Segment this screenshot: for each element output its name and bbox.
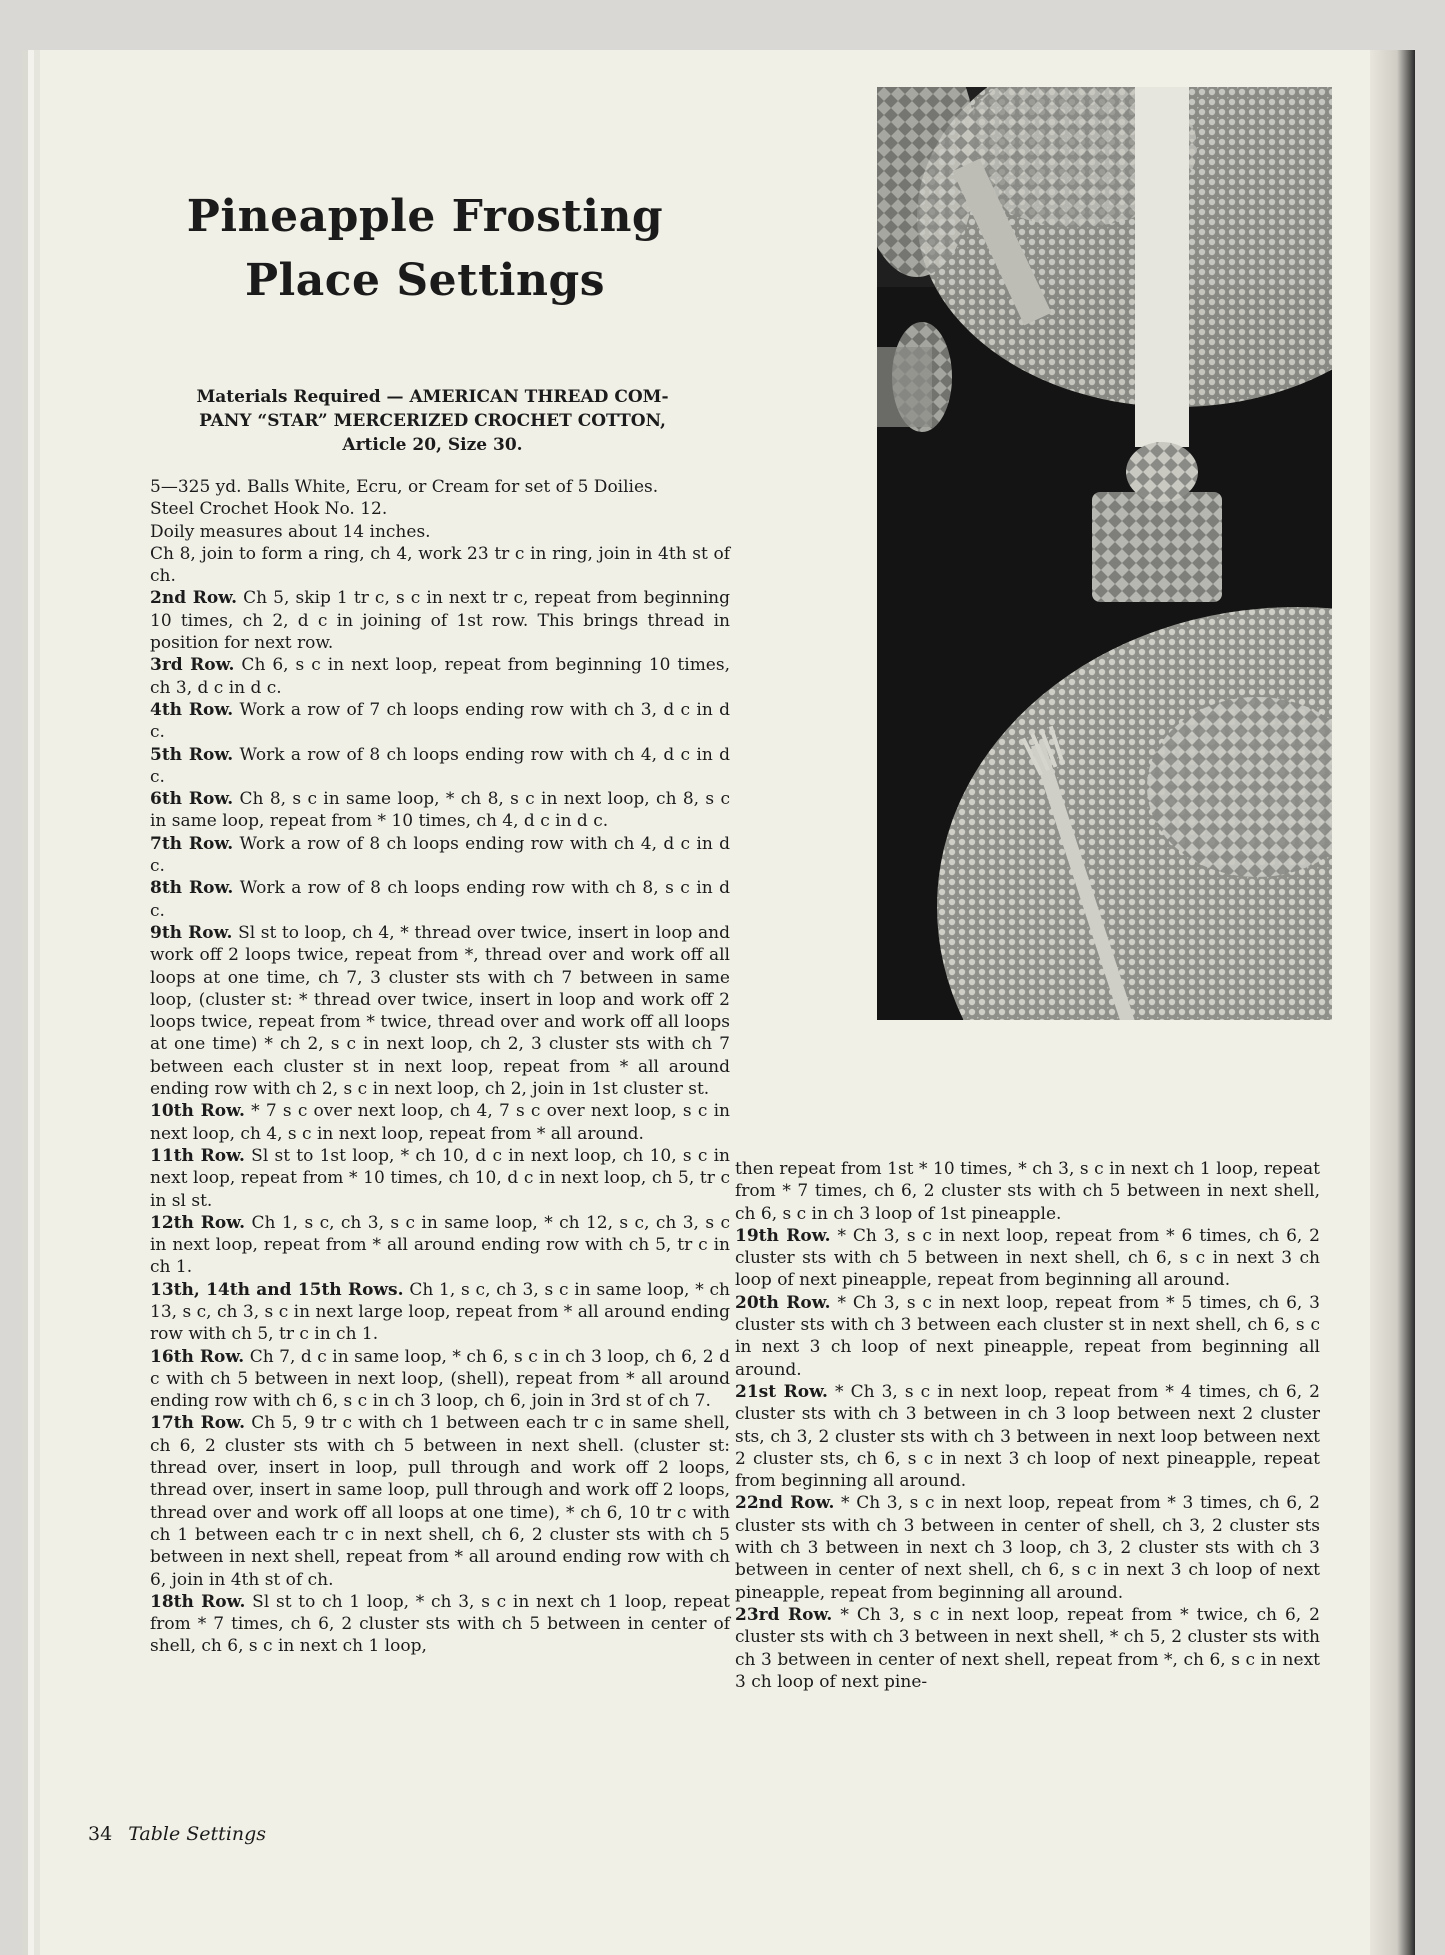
row-label: 3rd Row. xyxy=(150,655,235,676)
instruction-paragraph xyxy=(150,521,730,543)
instruction-paragraph xyxy=(735,1225,1320,1292)
instruction-text: Sl st to loop, ch 4, * thread over twice, insert in loop and work off 2 loops twice, repeat from *, thread over and work off all loops at one time, ch 7, 3 cluster sts with ch 7 between in same loop, (cluster st: * thread over twice, insert in loop and work off 2 loops twice, repeat from * twice, thread over and work off all loops at one time) * ch 2, s c in next loop, ch 2, 3 cluster sts with ch 7 between each cluster st in next loop, repeat from * all around ending row with ch 2, s c in next loop, ch 2, join in 1st cluster st. xyxy=(150,922,730,1100)
row-label: 21st Row. xyxy=(735,1381,828,1402)
instruction-paragraph xyxy=(150,922,730,1100)
row-label: 10th Row. xyxy=(150,1101,245,1122)
instruction-text: Doily measures about 14 inches. xyxy=(150,521,431,542)
instruction-paragraph xyxy=(735,1158,1320,1225)
instruction-paragraph xyxy=(150,476,730,498)
row-label: 23rd Row. xyxy=(735,1604,833,1625)
doily-photo-illustration xyxy=(877,87,1332,1020)
instruction-paragraph xyxy=(735,1292,1320,1381)
instruction-text: Work a row of 8 ch loops ending row with ch 4, d c in d c. xyxy=(150,744,730,787)
instruction-text: Work a row of 8 ch loops ending row with ch 8, s c in d c. xyxy=(150,878,730,921)
row-label: 18th Row. xyxy=(150,1591,246,1612)
instruction-text: * Ch 3, s c in next loop, repeat from * 3 times, ch 6, 2 cluster sts with ch 3 between in center of shell, ch 3, 2 cluster sts with ch 3 between in next ch 3 loop, ch 3, 2 cluster sts with ch 3 between in center of next shell, ch 6, s c in next 3 ch loop of next pineapple, repeat from beginning all around. xyxy=(735,1493,1320,1603)
row-label: 8th Row. xyxy=(150,878,234,899)
instruction-text: Ch 6, s c in next loop, repeat from beginning 10 times, ch 3, d c in d c. xyxy=(150,655,730,698)
instruction-paragraph xyxy=(150,1279,730,1346)
row-label: 22nd Row. xyxy=(735,1493,835,1514)
row-label: 19th Row. xyxy=(735,1225,831,1246)
title-line-1: Pineapple Frosting xyxy=(186,191,664,242)
page-title xyxy=(155,185,695,313)
row-label: 9th Row. xyxy=(150,922,233,943)
title-line-2: Place Settings xyxy=(244,255,606,306)
instruction-text: Ch 1, s c, ch 3, s c in same loop, * ch 13, s c, ch 3, s c in next large loop, repeat from * all around ending row with ch 5, tr c in ch 1. xyxy=(150,1279,730,1345)
instruction-text: * Ch 3, s c in next loop, repeat from * twice, ch 6, 2 cluster sts with ch 3 between in next shell, * ch 5, 2 cluster sts with ch 3 between in center of next shell, repeat from *, ch 6, s c in next 3 ch loop of next pine- xyxy=(735,1604,1320,1692)
instruction-paragraph xyxy=(150,877,730,922)
instruction-paragraph xyxy=(150,587,730,654)
row-label: 12th Row. xyxy=(150,1212,246,1233)
instruction-paragraph xyxy=(150,498,730,520)
instruction-paragraph xyxy=(735,1604,1320,1693)
instruction-paragraph xyxy=(150,1412,730,1590)
instruction-text: Ch 8, join to form a ring, ch 4, work 23 tr c in ring, join in 4th st of ch. xyxy=(150,543,730,587)
doily-photograph xyxy=(877,87,1332,1020)
instruction-paragraph xyxy=(150,1100,730,1145)
instruction-paragraph xyxy=(150,788,730,833)
row-label: 17th Row. xyxy=(150,1413,245,1434)
instruction-paragraph xyxy=(150,654,730,699)
page-gutter xyxy=(1370,50,1415,1955)
instruction-paragraph xyxy=(735,1381,1320,1492)
instruction-text: Work a row of 8 ch loops ending row with ch 4, d c in d c. xyxy=(150,833,730,877)
instruction-text: Ch 7, d c in same loop, * ch 6, s c in ch 3 loop, ch 6, 2 d c with ch 5 between in next loop, (shell), repeat from * all around ending row with ch 6, s c in ch 3 loop, ch 6, join in 3rd st of ch 7. xyxy=(150,1346,730,1412)
page-number: 34 xyxy=(88,1823,113,1845)
instruction-text: * Ch 3, s c in next loop, repeat from * 6 times, ch 6, 2 cluster sts with ch 5 between in next shell, ch 6, s c in next 3 ch loop of next pineapple, repeat from beginning all around. xyxy=(735,1225,1320,1291)
materials-line-2: PANY “STAR” MERCERIZED CROCHET COTTON, xyxy=(199,411,666,431)
instruction-text: Sl st to ch 1 loop, * ch 3, s c in next ch 1 loop, repeat from * 7 times, ch 6, 2 cluster sts with ch 5 between in center of shell, ch 6, s c in next ch 1 loop, xyxy=(150,1591,730,1657)
instruction-paragraph xyxy=(735,1492,1320,1603)
instruction-text: * Ch 3, s c in next loop, repeat from * 4 times, ch 6, 2 cluster sts with ch 3 between in ch 3 loop between next 2 cluster sts, ch 3, 2 cluster sts with ch 3 between in next loop between next 2 cluster sts, ch 6, s c in next 3 ch loop of next pineapple, repeat from beginning all around. xyxy=(735,1381,1320,1492)
row-label: 11th Row. xyxy=(150,1145,245,1166)
instruction-paragraph xyxy=(150,543,730,588)
instruction-text: Ch 5, 9 tr c with ch 1 between each tr c in same shell, ch 6, 2 cluster sts with ch 5 between in next shell. (cluster st: thread over, insert in loop, pull through and work off 2 loops, thread over, insert in same loop, pull through and work off 2 loops, thread over and work off all loops at one time), * ch 6, 10 tr c with ch 1 between each tr c in next shell, ch 6, 2 cluster sts with ch 5 between in next shell, repeat from * all around ending row with ch 6, join in 4th st of ch. xyxy=(150,1413,730,1590)
row-label: 20th Row. xyxy=(735,1292,831,1313)
instruction-paragraph xyxy=(150,1145,730,1212)
instruction-paragraph xyxy=(150,1346,730,1413)
materials-line-3: Article 20, Size 30. xyxy=(342,435,523,455)
instruction-paragraph xyxy=(150,744,730,789)
instruction-paragraph xyxy=(150,1591,730,1658)
instruction-paragraph xyxy=(150,699,730,744)
instruction-text: Work a row of 7 ch loops ending row with ch 3, d c in d c. xyxy=(150,699,730,743)
row-label: 6th Row. xyxy=(150,789,234,810)
instruction-paragraph xyxy=(150,1212,730,1279)
instruction-text: 5—325 yd. Balls White, Ecru, or Cream for set of 5 Doilies. xyxy=(150,477,659,497)
instruction-text: Ch 8, s c in same loop, * ch 8, s c in next loop, ch 8, s c in same loop, repeat from * 10 times, ch 4, d c in d c. xyxy=(150,789,730,832)
materials-heading xyxy=(150,385,715,457)
instructions-left-column xyxy=(150,476,730,1658)
instruction-text: Ch 5, skip 1 tr c, s c in next tr c, repeat from beginning 10 times, ch 2, d c in joining of 1st row. This brings thread in position for next row. xyxy=(150,588,730,654)
instruction-paragraph xyxy=(150,833,730,878)
row-label: 13th, 14th and 15th Rows. xyxy=(150,1279,404,1300)
instruction-text: then repeat from 1st * 10 times, * ch 3, s c in next ch 1 loop, repeat from * 7 times, ch 6, 2 cluster sts with ch 5 between in next shell, ch 6, s c in ch 3 loop of 1st pineapple. xyxy=(735,1159,1320,1224)
instruction-text: Ch 1, s c, ch 3, s c in same loop, * ch 12, s c, ch 3, s c in next loop, repeat from * all around ending row with ch 5, tr c in ch 1. xyxy=(150,1212,730,1278)
instruction-text: * 7 s c over next loop, ch 4, 7 s c over next loop, s c in next loop, ch 4, s c in next loop, repeat from * all around. xyxy=(150,1101,730,1144)
materials-line-1: Materials Required — AMERICAN THREAD COM- xyxy=(196,387,669,407)
instruction-text: Steel Crochet Hook No. 12. xyxy=(150,499,388,520)
instructions-right-column xyxy=(735,1158,1320,1693)
row-label: 16th Row. xyxy=(150,1346,245,1367)
instruction-text: Sl st to 1st loop, * ch 10, d c in next loop, ch 10, s c in next loop, repeat from * 10 times, ch 10, d c in next loop, ch 5, tr c in sl st. xyxy=(150,1145,730,1211)
row-label: 5th Row. xyxy=(150,744,234,765)
page-folio xyxy=(88,1823,266,1845)
row-label: 2nd Row. xyxy=(150,588,238,609)
section-name: Table Settings xyxy=(128,1823,267,1845)
row-label: 4th Row. xyxy=(150,699,234,720)
instruction-text: * Ch 3, s c in next loop, repeat from * 5 times, ch 6, 3 cluster sts with ch 3 between each cluster st in next shell, ch 6, s c in next 3 ch loop of next pineapple, repeat from beginning all around. xyxy=(735,1292,1320,1380)
row-label: 7th Row. xyxy=(150,833,234,854)
